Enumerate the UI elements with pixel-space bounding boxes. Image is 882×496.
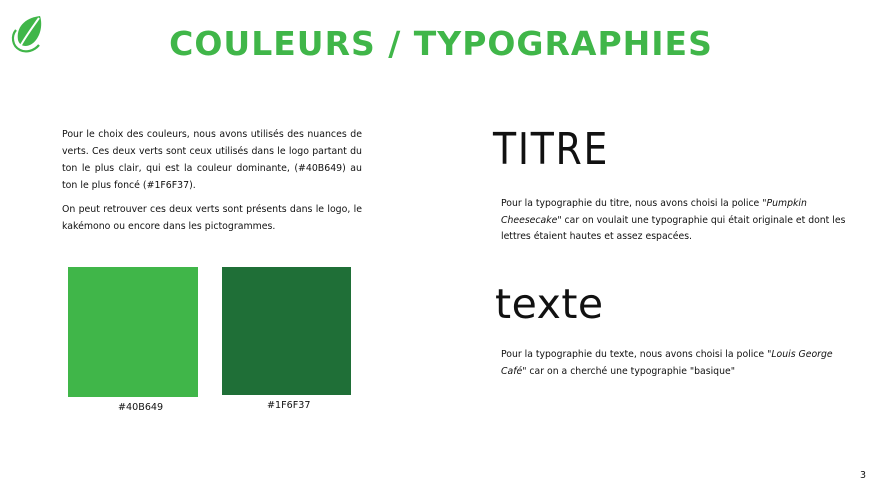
color-swatch-dark-green — [222, 267, 351, 395]
text-desc-before: Pour la typographie du texte, nous avons choisi la police " — [501, 349, 772, 360]
text-font-description — [501, 347, 853, 380]
title-font-name: Pumpkin Cheesecake — [501, 198, 807, 226]
title-desc-after: " car on voulait une typographie qui était originale et dont les lettres étaient hautes et assez espacées. — [501, 214, 846, 242]
title-font-description — [501, 196, 853, 246]
title-desc-before: Pour la typographie du titre, nous avons choisi la police " — [501, 198, 767, 209]
text-desc-after: " car on a cherché une typographie "basique" — [522, 365, 735, 377]
swatch-label-light-green: #40B649 — [118, 402, 164, 413]
color-swatch-light-green — [68, 267, 198, 397]
colors-paragraph-2: On peut retrouver ces deux verts sont présents dans le logo, le kakémono ou encore dans les pictogrammes. — [62, 204, 362, 232]
slide-title: COULEURS / TYPOGRAPHIES — [169, 24, 713, 63]
page-number: 3 — [859, 470, 866, 481]
colors-paragraph-1: Pour le choix des couleurs, nous avons utilisés des nuances de verts. Ces deux verts sont ceux utilisés dans le logo partant du ton le plus clair, qui est la couleur dominante, (#40B649) au ton le plus foncé (#1F6F37). — [62, 129, 362, 191]
title-font-sample: TITRE — [493, 124, 610, 175]
text-font-name: Louis George Café — [501, 349, 833, 377]
text-font-sample: texte — [495, 280, 604, 328]
swatch-label-dark-green: #1F6F37 — [267, 400, 311, 411]
